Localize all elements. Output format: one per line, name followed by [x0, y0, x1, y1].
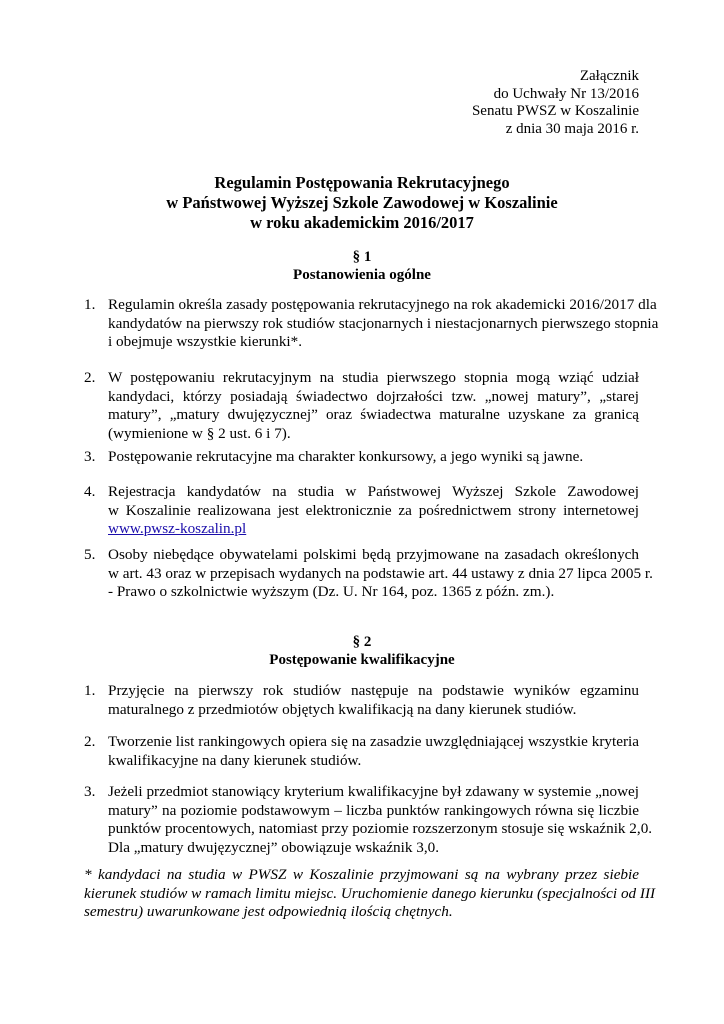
section-symbol: § 1	[352, 249, 372, 265]
item-text-line: matury”, „matury dwujęzycznej” oraz świadectwa maturalne uzyskane za granicą	[108, 406, 639, 423]
item-number: 2.	[84, 369, 96, 386]
item-text-line: Przyjęcie na pierwszy rok studiów następuje na podstawie wyników egzaminu	[108, 682, 639, 699]
annex-line: do Uchwały Nr 13/2016	[493, 85, 639, 102]
item-text-line: Tworzenie list rankingowych opiera się na zasadzie uwzględniającej wszystkie kryteria	[108, 733, 639, 750]
item-number: 1.	[84, 682, 96, 699]
section-heading: Postępowanie kwalifikacyjne	[269, 652, 455, 668]
section-2-header	[0, 633, 724, 669]
item-text-line: kwalifikacyjne na dany kierunek studiów.	[108, 751, 362, 769]
section-2-item-3	[84, 783, 653, 857]
item-text-line: punktów procentowych, natomiast przy poziomie rozszerzonym stosuje się wskaźnik 2,0.	[108, 820, 653, 837]
annex-line: Załącznik	[579, 68, 639, 84]
section-1-item-5	[84, 546, 653, 602]
annex-note	[472, 68, 639, 138]
item-text-line: Dla „matury dwujęzycznej” obowiązuje wskaźnik 3,0.	[108, 838, 440, 856]
item-text-line: (wymienione w § 2 ust. 6 i 7).	[108, 424, 291, 442]
item-text-line: W postępowaniu rekrutacyjnym na studia pierwszego stopnia mogą wziąć udział	[108, 369, 639, 386]
item-number: 3.	[84, 448, 96, 465]
section-1-item-1	[84, 296, 659, 352]
item-number: 5.	[84, 546, 96, 563]
item-text-line: Rejestracja kandydatów na studia w Państwowej Wyższej Szkole Zawodowej	[108, 483, 639, 500]
title-line: w roku akademickim 2016/2017	[250, 213, 474, 232]
section-2-item-1	[84, 682, 639, 719]
item-text-line: - Prawo o szkolnictwie wyższym (Dz. U. Nr 164, poz. 1365 z późn. zm.).	[108, 583, 555, 600]
website-link[interactable]: www.pwsz-koszalin.pl	[108, 520, 247, 537]
footnote-line: semestru) uwarunkowane jest odpowiednią ilością chętnych.	[84, 903, 453, 920]
item-text-line: kandydaci, którzy posiadają świadectwo dojrzałości tzw. „nowej matury”, „starej	[108, 387, 639, 405]
section-symbol: § 2	[352, 634, 372, 650]
item-text-line: i obejmuje wszystkie kierunki*.	[108, 333, 303, 350]
item-number: 3.	[84, 783, 96, 800]
item-number: 2.	[84, 733, 96, 750]
section-1-item-4	[84, 483, 639, 539]
section-2-item-2	[84, 733, 639, 770]
item-text-line: Osoby niebędące obywatelami polskimi będą przyjmowane na zasadach określonych	[108, 546, 639, 563]
item-number: 1.	[84, 296, 96, 313]
footnote-line: kierunek studiów w ramach limitu miejsc. Uruchomienie danego kierunku (specjalności od III	[84, 884, 656, 902]
item-text-line: w Koszalinie realizowana jest elektronicznie za pośrednictwem strony internetowej	[108, 501, 639, 519]
item-text-line: Postępowanie rekrutacyjne ma charakter konkursowy, a jego wyniki są jawne.	[108, 448, 584, 465]
item-text-line: w art. 43 oraz w przepisach wydanych na podstawie art. 44 ustawy z dnia 27 lipca 2005 r.	[108, 564, 653, 582]
title-line: w Państwowej Wyższej Szkole Zawodowej w Koszalinie	[166, 193, 558, 212]
item-text-line: Regulamin określa zasady postępowania rekrutacyjnego na rok akademicki 2016/2017 dla	[108, 296, 657, 313]
title-line: Regulamin Postępowania Rekrutacyjnego	[214, 173, 510, 192]
item-text-line: maturalnego z przedmiotów objętych kwalifikacją na dany kierunek studiów.	[108, 700, 577, 718]
footnote-line: * kandydaci na studia w PWSZ w Koszalinie przyjmowani są na wybrany przez siebie	[84, 866, 639, 883]
section-1-item-3	[84, 448, 639, 467]
item-text-line: Jeżeli przedmiot stanowiący kryterium kwalifikacyjne był zdawany w systemie „nowej	[108, 783, 639, 800]
document-title	[0, 173, 724, 233]
item-number: 4.	[84, 483, 96, 500]
item-text-line: kandydatów na pierwszy rok studiów stacjonarnych i niestacjonarnych pierwszego stopnia	[108, 314, 659, 332]
annex-line: z dnia 30 maja 2016 r.	[505, 120, 639, 137]
annex-line: Senatu PWSZ w Koszalinie	[471, 103, 639, 119]
footnote	[84, 866, 656, 922]
item-text-line: matury” na poziomie podstawowym – liczba punktów rankingowych równa się liczbie	[108, 801, 639, 819]
section-1-header	[0, 248, 724, 284]
section-1-item-2	[84, 369, 639, 443]
section-heading: Postanowienia ogólne	[293, 267, 431, 283]
